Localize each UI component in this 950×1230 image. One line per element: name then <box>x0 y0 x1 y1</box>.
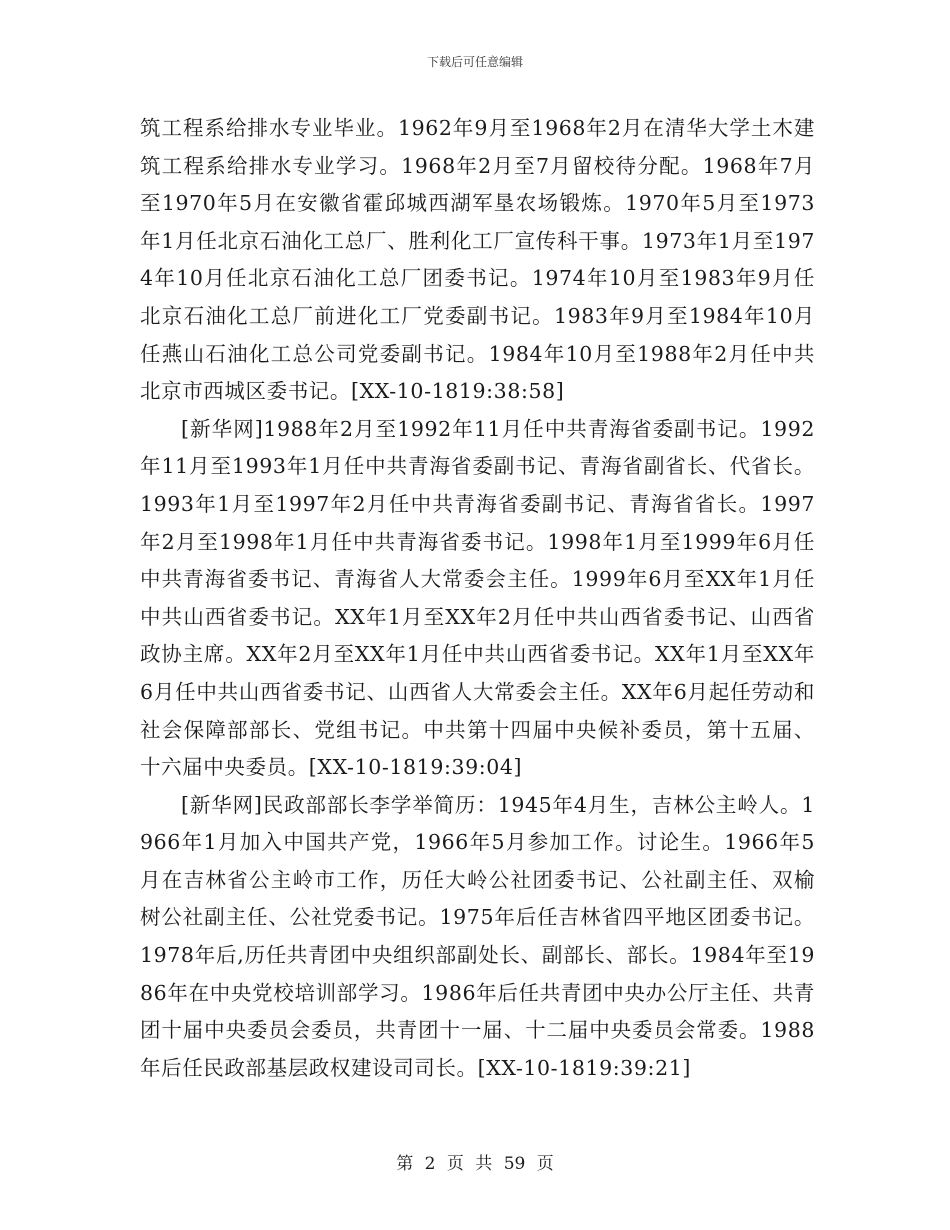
paragraph-1: 筑工程系给排水专业毕业。1962年9月至1968年2月在清华大学土木建筑工程系给排水专业学习。1968年2月至7月留校待分配。1968年7月至1970年5月在安徽省霍邱城西湖军垦农场锻炼。1970年5月至1973年1月任北京石油化工总厂、胜利化工厂宣传科干事。1973年1月至1974年10月任北京石油化工总厂团委书记。1974年10月至1983年9月任北京石油化工总厂前进化工厂党委副书记。1983年9月至1984年10月任燕山石油化工总公司党委副书记。1984年10月至1988年2月任中共北京市西城区委书记。[XX-10-1819:38:58] <box>140 116 815 404</box>
document-body <box>140 110 815 1087</box>
paragraph-3: [新华网]民政部部长李学举简历：1945年4月生，吉林公主岭人。1966年1月加入中国共产党，1966年5月参加工作。讨论生。1966年5月在吉林省公主岭市工作，历任大岭公社团委书记、公社副主任、双榆树公社副主任、公社党委书记。1975年后任吉林省四平地区团委书记。1978年后,历任共青团中央组织部副处长、副部长、部长。1984年至1986年在中央党校培训部学习。1986年后任共青团中央办公厅主任、共青团十届中央委员会委员，共青团十一届、十二届中央委员会常委。1988年后任民政部基层政权建设司司长。[XX-10-1819:39:21] <box>140 792 815 1080</box>
paragraph-2: [新华网]1988年2月至1992年11月任中共青海省委副书记。1992年11月至1993年1月任中共青海省委副书记、青海省副省长、代省长。1993年1月至1997年2月任中共青海省委副书记、青海省省长。1997年2月至1998年1月任中共青海省委书记。1998年1月至1999年6月任中共青海省委书记、青海省人大常委会主任。1999年6月至XX年1月任中共山西省委书记。XX年1月至XX年2月任中共山西省委书记、山西省政协主席。XX年2月至XX年1月任中共山西省委书记。XX年1月至XX年6月任中共山西省委书记、山西省人大常委会主任。XX年6月起任劳动和社会保障部部长、党组书记。中共第十四届中央候补委员，第十五届、十六届中央委员。[XX-10-1819:39:04] <box>140 416 815 780</box>
page-header: 下载后可任意编辑 <box>426 55 523 69</box>
page-number-footer: 第 2 页 共 59 页 <box>396 1154 554 1174</box>
